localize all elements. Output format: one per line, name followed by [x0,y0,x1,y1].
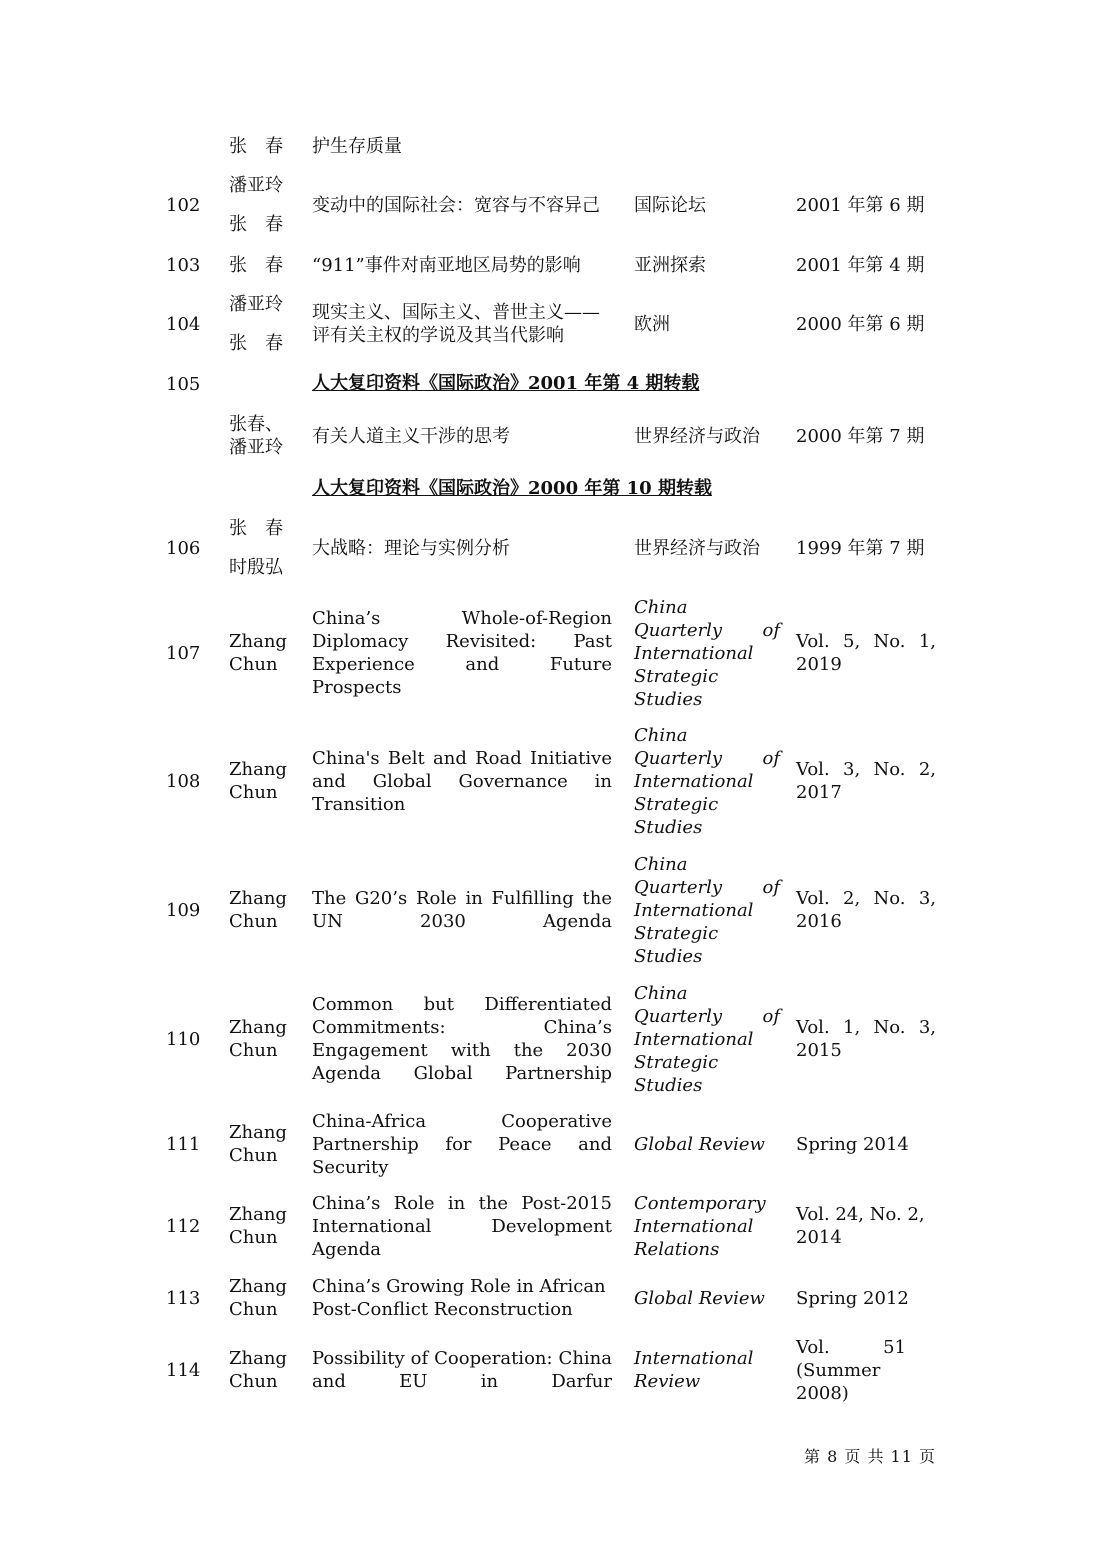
journal-cell: 亚洲探索 [634,254,706,276]
author-name: 张 春 [229,518,283,539]
date-cell: 2001 年第 6 期 [796,194,925,216]
author-name: Zhang Chun [229,1276,287,1320]
date-cell: Vol. 1, No. 3, 2015 [796,1017,936,1061]
row-number: 102 [166,194,201,216]
date-cell: Spring 2012 [796,1287,909,1309]
date-cell: 2000 年第 6 期 [796,313,925,335]
row-number: 109 [166,899,201,921]
section-heading: 人大复印资料《国际政治》2000 年第 10 期转载 [312,478,712,499]
table-row [0,722,1102,840]
author-name: Zhang Chun [229,1017,287,1061]
date-cell: Vol. 24, No. 2, 2014 [796,1204,925,1248]
row-number: 111 [166,1133,201,1155]
row-number: 105 [166,373,201,395]
date-cell: Vol. 51 (Summer 2008) [796,1336,906,1404]
table-row [0,250,1102,280]
row-number: 108 [166,770,201,792]
journal-cell: International Review [634,1348,754,1392]
title-cell: “911”事件对南亚地区局势的影响 [312,254,581,276]
row-number: 103 [166,254,201,276]
date-cell: 2001 年第 4 期 [796,254,925,276]
journal-cell: China Quarterly of International Strategic Studies [634,596,780,710]
author-name: Zhang Chun [229,1348,287,1392]
row-number: 114 [166,1359,201,1381]
journal-cell: Global Review [634,1287,765,1309]
date-cell: Spring 2014 [796,1133,909,1155]
author-cell [229,1109,295,1179]
date-cell: Vol. 5, No. 1, 2019 [796,631,936,675]
table-row [0,594,1102,712]
journal-cell: 国际论坛 [634,194,706,216]
date-cell: Vol. 3, No. 2, 2017 [796,759,936,803]
author-name: Zhang Chun [229,888,287,932]
author-name: Zhang Chun [229,631,287,675]
author-cell [229,250,307,280]
title-cell: 护生存质量 [312,135,402,157]
author-cell [229,980,295,1098]
table-row [0,289,1102,359]
table-row [0,851,1102,969]
author-cell [229,1334,295,1406]
author-cell [229,410,307,462]
author-cell [229,722,295,840]
author-cell [229,513,307,583]
author-name: 张 春 [229,333,283,354]
date-cell: Vol. 2, No. 3, 2016 [796,888,936,932]
title-cell: 大战略：理论与实例分析 [312,537,510,559]
title-cell: China-Africa Cooperative Partnership for Peace and Security [312,1110,612,1178]
author-name: 张 春 [229,254,283,276]
title-cell: China’s Role in the Post-2015 International Development Agenda [312,1192,612,1260]
row-number: 110 [166,1028,201,1050]
journal-cell: Global Review [634,1133,765,1155]
row-number: 106 [166,537,201,559]
table-row [0,1109,1102,1179]
author-cell [229,1274,295,1322]
title-cell: China’s Whole-of-Region Diplomacy Revisited: Past Experience and Future Prospects [312,608,612,698]
table-row [0,1274,1102,1322]
title-cell: 有关人道主义干涉的思考 [312,425,510,447]
row-number: 104 [166,313,201,335]
title-cell: China's Belt and Road Initiative and Global Governance in Transition [312,747,612,815]
date-cell: 1999 年第 7 期 [796,537,925,559]
author-cell [229,132,307,160]
author-name: 潘亚玲 [229,437,283,458]
author-cell [229,170,307,240]
table-row [0,372,1102,396]
author-name: Zhang Chun [229,1122,287,1166]
author-name: 张春、 [229,414,283,435]
author-name: 时殷弘 [229,557,283,578]
author-name: Zhang Chun [229,759,287,803]
table-row [0,513,1102,583]
author-name: 潘亚玲 [229,294,283,315]
author-cell [229,594,295,712]
journal-cell: 世界经济与政治 [634,537,760,559]
author-name: 潘亚玲 [229,175,283,196]
row-number: 112 [166,1215,201,1237]
title-cell: Common but Differentiated Commitments: China’s Engagement with the 2030 Agenda Global Partnership [312,994,612,1084]
title-cell: The G20’s Role in Fulfilling the UN 2030 Agenda [312,888,612,932]
author-name: 张 春 [229,214,283,235]
author-name: 张 春 [229,135,283,157]
date-cell: 2000 年第 7 期 [796,425,925,447]
journal-cell: 世界经济与政治 [634,425,760,447]
journal-cell: 欧洲 [634,313,670,335]
title-cell: 现实主义、国际主义、普世主义——评有关主权的学说及其当代影响 [312,302,600,346]
row-number: 113 [166,1287,201,1309]
journal-cell: China Quarterly of International Strategic Studies [634,982,780,1096]
table-row [0,1191,1102,1261]
page-footer: 第 8 页 共 11 页 [804,1447,936,1466]
table-row [0,132,1102,160]
table-row [0,980,1102,1098]
section-heading: 人大复印资料《国际政治》2001 年第 4 期转载 [312,373,700,394]
table-row [0,477,1102,501]
title-cell: China’s Growing Role in African Post-Conflict Reconstruction [312,1276,606,1320]
title-cell: Possibility of Cooperation: China and EU in Darfur [312,1348,612,1392]
journal-cell: China Quarterly of International Strategic Studies [634,853,780,967]
table-row [0,170,1102,240]
table-row [0,1334,1102,1406]
row-number: 107 [166,642,201,664]
author-name: Zhang Chun [229,1204,287,1248]
journal-cell: China Quarterly of International Strategic Studies [634,724,780,838]
author-cell [229,289,307,359]
author-cell [229,851,295,969]
table-row [0,410,1102,462]
author-cell [229,1191,295,1261]
title-cell: 变动中的国际社会：宽容与不容异己 [312,194,600,216]
journal-cell: Contemporary International Relations [634,1192,766,1260]
